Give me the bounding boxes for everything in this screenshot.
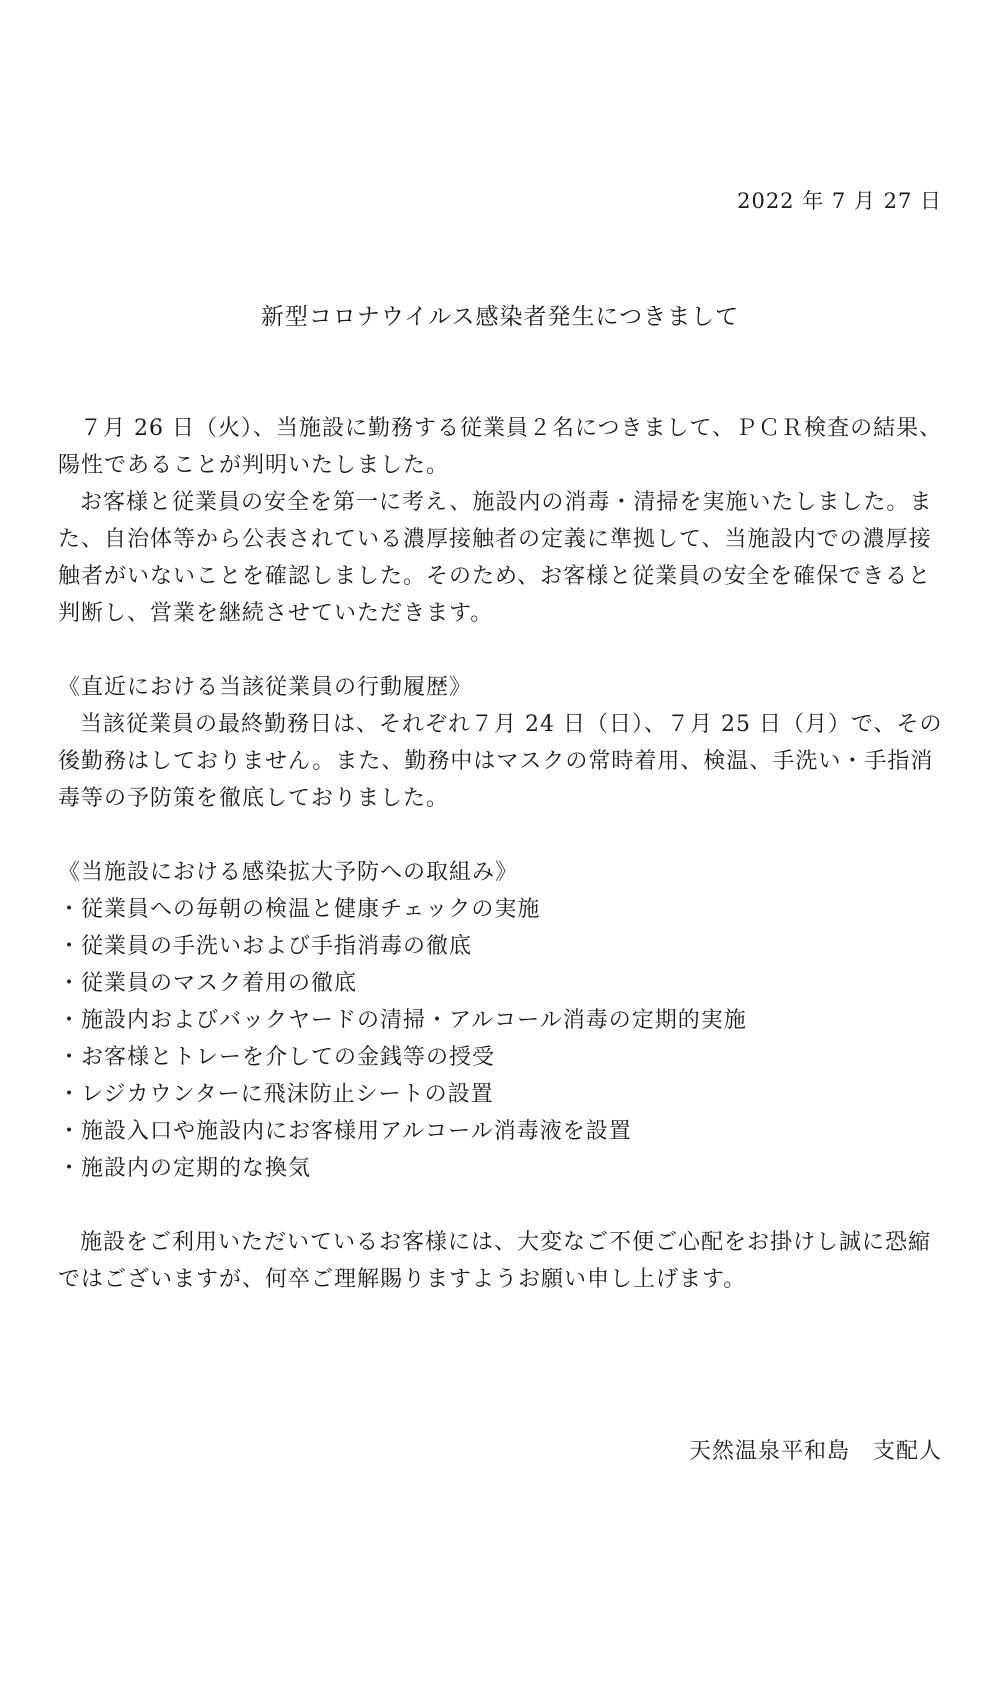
measure-item: ・ お客様とトレーを介しての金銭等の授受 xyxy=(58,1039,948,1076)
measure-item: ・ 施設内の定期的な換気 xyxy=(58,1150,948,1187)
notice-body xyxy=(58,410,948,1298)
measure-item: ・ 従業員への毎朝の検温と健康チェックの実施 xyxy=(58,891,948,928)
notice-title: 新型コロナウイルス感染者発生につきまして xyxy=(260,304,740,330)
measure-item: ・ レジカウンターに飛沫防止シートの設置 xyxy=(58,1076,948,1113)
signature: 天然温泉平和島 支配人 xyxy=(688,1439,942,1464)
measure-item: ・ 従業員の手洗いおよび手指消毒の徹底 xyxy=(58,928,948,965)
spacer xyxy=(58,817,948,854)
measure-item: ・ 施設内およびバックヤードの清掃・アルコール消毒の定期的実施 xyxy=(58,1002,948,1039)
notice-date: 2022 年 7 月 27 日 xyxy=(737,189,942,213)
measures-heading: 《当施設における感染拡大予防への取組み》 xyxy=(58,860,519,885)
closing-paragraph: 施設をご利用いただいているお客様には、大変なご不便ご心配をお掛けし誠に恐縮ではございますが、何卒ご理解賜りますようお願い申し上げます。 xyxy=(58,1230,932,1292)
spacer xyxy=(58,632,948,669)
measure-item: ・ 施設入口や施設内にお客様用アルコール消毒液を設置 xyxy=(58,1113,948,1150)
history-heading: 《直近における当該従業員の行動履歴》 xyxy=(58,675,473,700)
measures-list xyxy=(58,891,948,1187)
intro-paragraph-2: お客様と従業員の安全を第一に考え、施設内の消毒・清掃を実施いたしました。また、自治体等から公表されている濃厚接触者の定義に準拠して、当施設内での濃厚接触者がいないことを確認しました。そのため、お客様と従業員の安全を確保できると判断し、営業を継続させていただきます。 xyxy=(58,490,933,626)
spacer xyxy=(58,1187,948,1224)
measure-item: ・ 従業員のマスク着用の徹底 xyxy=(58,965,948,1002)
intro-paragraph-1: ７月 26 日（火）、当施設に勤務する従業員２名につきまして、ＰＣＲ検査の結果、陽性であることが判明いたしました。 xyxy=(58,416,943,478)
history-paragraph: 当該従業員の最終勤務日は、それぞれ７月 24 日（日）、７月 25 日（月）で、その後勤務はしておりません。また、勤務中はマスクの常時着用、検温、手洗い・手指消毒等の予防策を徹底しておりました。 xyxy=(58,712,943,811)
